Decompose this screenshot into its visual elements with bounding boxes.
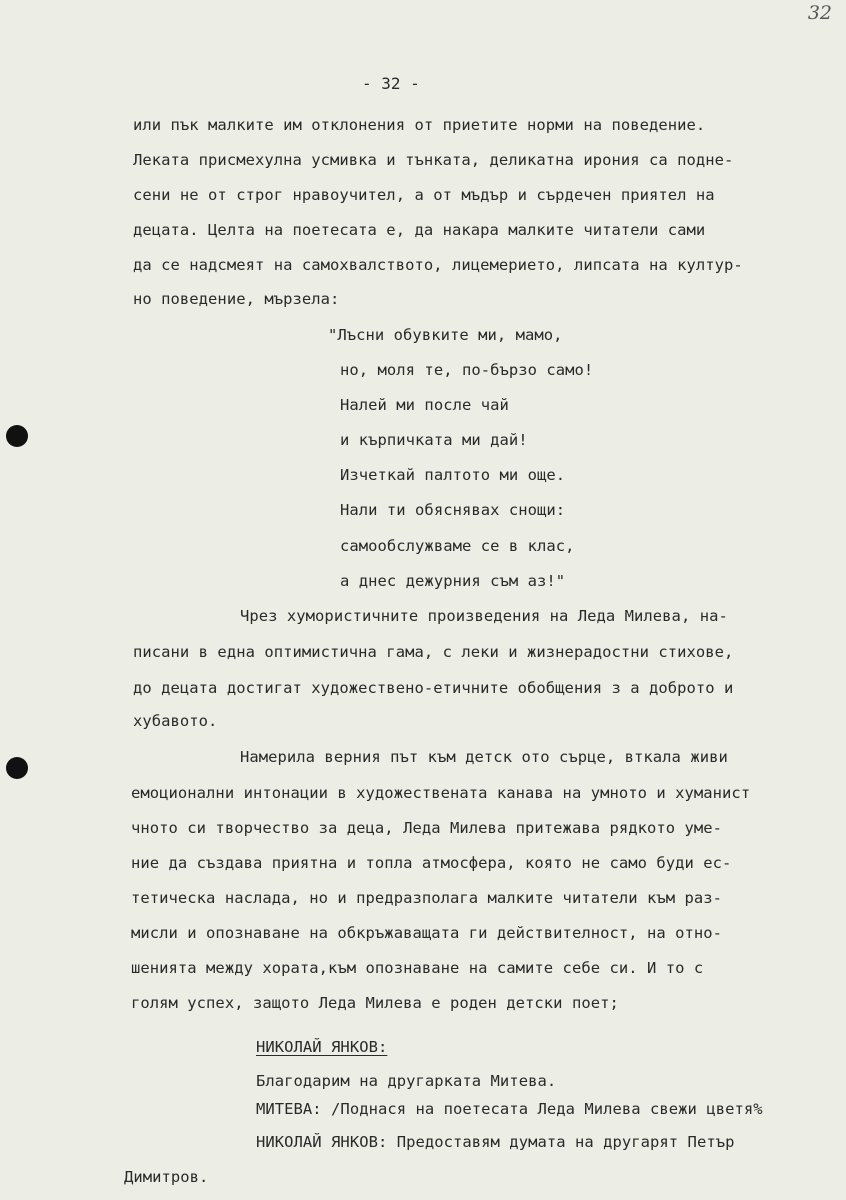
page-number: - 32 - [362,74,420,93]
poem-line: Налей ми после чай [340,396,509,414]
text-line: хубавото. [133,712,218,730]
text-line: шенията между хората,към опознаване на самите себе си. И то с [131,959,704,977]
text-line: Димитров. [124,1168,209,1186]
text-line: голям успех, защото Леда Милева е роден детски поет; [131,994,619,1012]
text-line: емоционални интонации в художествената канава на умното и хуманист [131,784,751,802]
corner-page-mark: 32 [807,2,832,24]
poem-line: но, моля те, по-бързо само! [340,361,594,379]
text-line: до децата достигат художествено-етичните обобщения з а доброто и [133,679,734,697]
text-line: да се надсмеят на самохвалството, лицемерието, липсата на култур- [133,256,743,274]
text-line: но поведение, мързела: [133,290,340,308]
text-line: Чрез хумористичните произведения на Леда Милева, на- [240,607,728,625]
text-line: МИТЕВА: /Поднася на поетесата Леда Милева свежи цветя% [256,1100,763,1118]
text-line: сени не от строг нравоучител, а от мъдър и сърдечен приятел на [133,186,715,204]
text-line: тетическа наслада, но и предразполага малките читатели към раз- [131,889,723,907]
poem-line: "Лъсни обувките ми, мамо, [328,326,563,344]
text-line: Благодарим на другарката Митева. [256,1072,557,1090]
poem-line: Нали ти обяснявах снощи: [340,501,566,519]
text-line: мисли и опознаване на обкръжаващата ги действителност, на отно- [131,924,723,942]
text-line: чното си творчество за деца, Леда Милева притежава рядкото уме- [131,819,723,837]
text-line: ние да създава приятна и топла атмосфера, която не само буди ес- [131,854,732,872]
text-line: Леката присмехулна усмивка и тънката, деликатна ирония са подне- [133,151,734,169]
punch-hole [6,425,28,447]
text-line: Намерила верния път към детск ото сърце, вткала живи [240,748,728,766]
poem-line: а днес дежурния съм аз!" [340,572,566,590]
text-line: НИКОЛАЙ ЯНКОВ: Предоставям думата на другарят Петър [256,1133,735,1151]
text-line: децата. Целта на поетесата е, да накара малките читатели сами [133,221,706,239]
poem-line: самообслужваме се в клас, [340,537,575,555]
speaker-heading: НИКОЛАЙ ЯНКОВ: [256,1038,388,1056]
poem-line: и кърпичката ми дай! [340,431,528,449]
text-line: или пък малките им отклонения от приетите норми на поведение. [133,116,706,134]
text-line: писани в една оптимистична гама, с леки и жизнерадостни стихове, [133,643,734,661]
punch-hole [6,757,28,779]
poem-line: Изчеткай палтото ми още. [340,466,566,484]
